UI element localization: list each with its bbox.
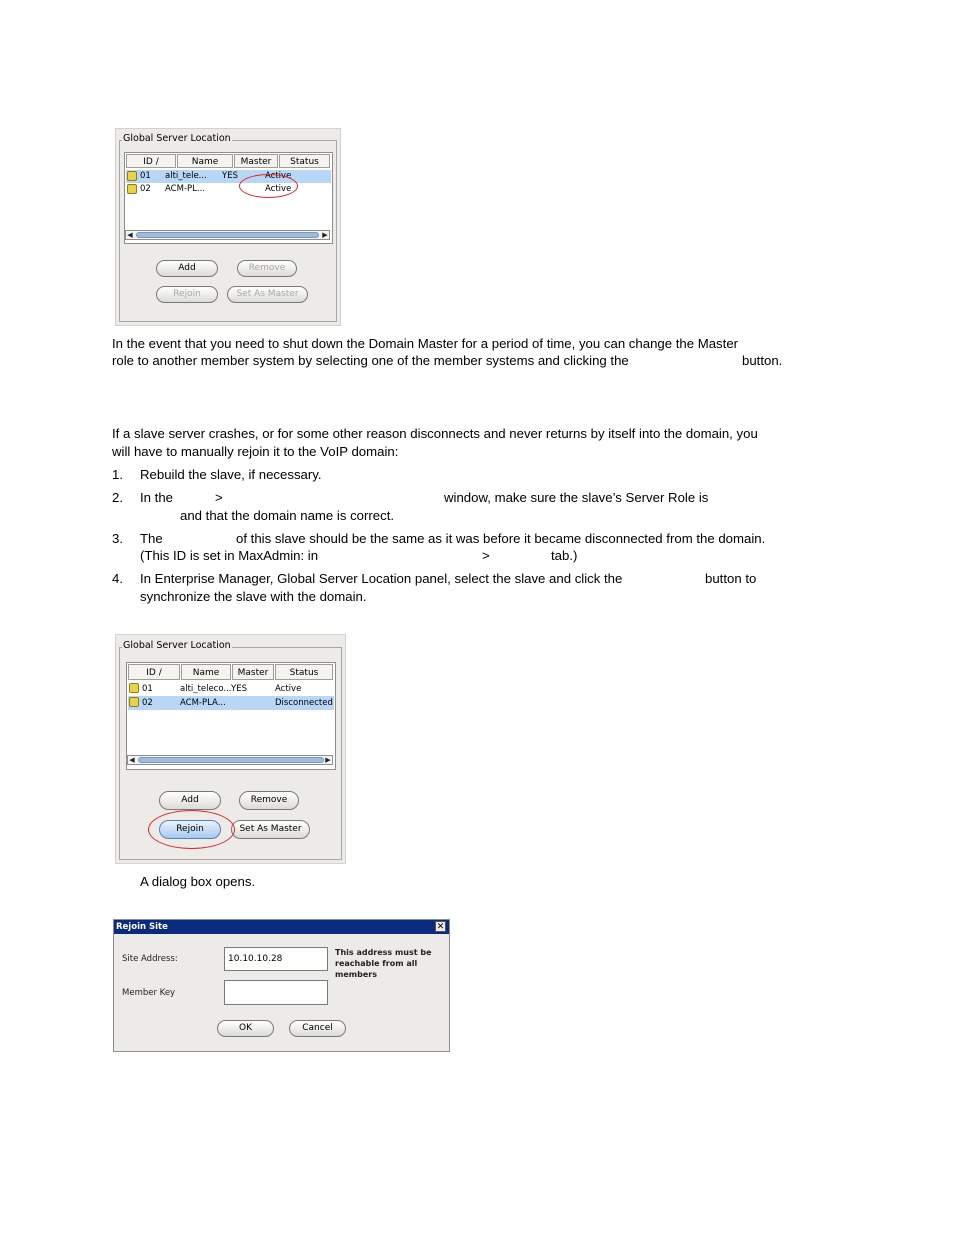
step-number: 4. xyxy=(112,571,123,586)
step-text: > xyxy=(482,548,490,563)
step-text: tab.) xyxy=(551,548,578,563)
add-button[interactable]: Add xyxy=(156,260,218,277)
dialog-titlebar[interactable] xyxy=(114,920,449,934)
paragraph-rejoin-line-2: will have to manually rejoin it to the VoIP domain: xyxy=(112,444,399,459)
row-name: alti_tele... xyxy=(165,171,207,181)
step-text: (This ID is set in MaxAdmin: in xyxy=(140,548,319,563)
column-header-name[interactable]: Name xyxy=(181,664,231,680)
scroll-left-icon[interactable]: ◀ xyxy=(129,756,135,764)
set-as-master-button[interactable]: Set As Master xyxy=(231,820,310,839)
step-text: window, make sure the slave’s Server Role is xyxy=(444,490,709,505)
server-icon xyxy=(127,184,137,194)
add-button[interactable]: Add xyxy=(159,791,221,810)
scroll-right-icon[interactable]: ▶ xyxy=(325,756,331,764)
step-text: synchronize the slave with the domain. xyxy=(140,589,367,604)
column-header-status[interactable]: Status xyxy=(275,664,333,680)
highlight-circle xyxy=(148,810,235,849)
row-master: YES xyxy=(222,171,238,181)
paragraph-change-master-line-1: In the event that you need to shut down the Domain Master for a period of time, you can change the Master xyxy=(112,336,739,351)
step-text: In Enterprise Manager, Global Server Location panel, select the slave and click the xyxy=(140,571,623,586)
highlight-circle xyxy=(239,174,298,198)
step-text: of this slave should be the same as it was before it became disconnected from the domain. xyxy=(236,531,766,546)
set-as-master-button[interactable]: Set As Master xyxy=(227,286,308,303)
row-status: Disconnected xyxy=(275,698,333,708)
row-id: 01 xyxy=(140,171,151,181)
step-text: > xyxy=(215,490,223,505)
table-row[interactable] xyxy=(128,696,334,710)
column-header-status[interactable]: Status xyxy=(279,154,330,168)
paragraph-rejoin-line-1: If a slave server crashes, or for some other reason disconnects and never returns by itself into the domain, you xyxy=(112,426,758,441)
paragraph-change-master-line-2: role to another member system by selecting one of the member systems and clicking the xyxy=(112,353,629,368)
note-line: reachable from all xyxy=(335,959,418,968)
step-text: The xyxy=(140,531,163,546)
column-header-name[interactable]: Name xyxy=(177,154,233,168)
cancel-button[interactable]: Cancel xyxy=(289,1020,346,1037)
table-row[interactable] xyxy=(126,170,331,183)
server-icon xyxy=(129,683,139,693)
column-header-master[interactable]: Master xyxy=(234,154,278,168)
step-number: 1. xyxy=(112,467,123,482)
row-id: 02 xyxy=(140,184,151,194)
remove-button[interactable]: Remove xyxy=(239,791,299,810)
paragraph-change-master-end: button. xyxy=(742,353,783,368)
rejoin-button[interactable]: Rejoin xyxy=(156,286,218,303)
step-number: 3. xyxy=(112,531,123,546)
note-line: This address must be xyxy=(335,948,432,957)
horizontal-scrollbar[interactable] xyxy=(127,755,333,765)
step-text: button to xyxy=(705,571,757,586)
column-header-master[interactable]: Master xyxy=(232,664,274,680)
global-server-location-panel-1 xyxy=(115,128,341,326)
row-id: 01 xyxy=(142,684,153,694)
row-status: Active xyxy=(265,184,292,194)
step-text: and that the domain name is correct. xyxy=(180,508,395,523)
member-key-input[interactable] xyxy=(224,980,328,1005)
remove-button[interactable]: Remove xyxy=(237,260,297,277)
note-line: members xyxy=(335,970,377,979)
ok-button[interactable]: OK xyxy=(217,1020,274,1037)
site-address-input[interactable]: 10.10.10.28 xyxy=(224,947,328,971)
dialog-opens-text: A dialog box opens. xyxy=(140,874,256,889)
server-icon xyxy=(127,171,137,181)
panel-title: Global Server Location xyxy=(123,133,231,144)
step-text: In the xyxy=(140,490,173,505)
step-text: Rebuild the slave, if necessary. xyxy=(140,467,322,482)
global-server-location-panel-2 xyxy=(115,634,346,864)
site-address-note xyxy=(335,947,432,980)
rejoin-site-dialog xyxy=(113,919,450,1052)
row-name: alti_teleco... xyxy=(180,684,232,694)
horizontal-scrollbar[interactable] xyxy=(125,230,330,240)
table-row[interactable] xyxy=(126,183,331,196)
scroll-right-icon[interactable]: ▶ xyxy=(322,231,328,239)
row-master: YES xyxy=(231,684,247,694)
server-icon xyxy=(129,697,139,707)
scroll-left-icon[interactable]: ◀ xyxy=(127,231,133,239)
site-address-label: Site Address: xyxy=(122,954,178,964)
dialog-title: Rejoin Site xyxy=(116,922,168,932)
server-table[interactable] xyxy=(126,662,336,770)
row-id: 02 xyxy=(142,698,153,708)
rejoin-button[interactable]: Rejoin xyxy=(159,820,221,839)
row-name: ACM-PL... xyxy=(165,184,205,194)
close-icon[interactable]: ✕ xyxy=(436,922,445,932)
row-name: ACM-PLA... xyxy=(180,698,226,708)
panel-title: Global Server Location xyxy=(123,640,231,651)
row-status: Active xyxy=(265,171,292,181)
column-header-id[interactable]: ID / xyxy=(128,664,180,680)
row-status: Active xyxy=(275,684,302,694)
table-row[interactable] xyxy=(128,682,334,696)
member-key-label: Member Key xyxy=(122,988,176,998)
scrollbar-thumb[interactable] xyxy=(136,232,319,238)
step-number: 2. xyxy=(112,490,123,505)
scrollbar-thumb[interactable] xyxy=(138,757,324,763)
column-header-id[interactable]: ID / xyxy=(126,154,176,168)
